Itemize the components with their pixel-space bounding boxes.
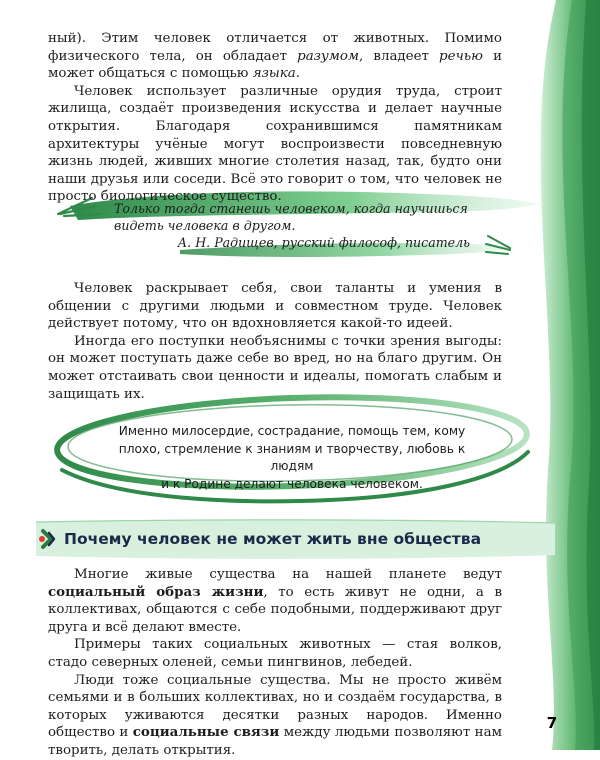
paragraph-tools: Человек использует различные орудия труда, строит жилища, создаёт произведения искусства и делает научные открытия. Благодаря сохранившимся памятникам архитектуры учёные могут воспроизвести повседневную жизнь людей, живших многие столетия назад, так, будто они наши друзья или соседи. Всё это говорит о том, что человек не просто биологическое существо. (48, 83, 502, 205)
oval-line-2: плохо, стремление к знаниям и творчеству, любовь к людям (118, 441, 466, 473)
oval-line-3: и к Родине делают человека человеком. (161, 476, 423, 491)
right-edge-wave (541, 0, 600, 750)
paragraph-people: Люди тоже социальные существа. Мы не просто живём семьями и в больших коллективах, но и создаём государства, в которых уживаются десятки разных народов. Именно общество и социальные связи между людьми позволяют нам творить, делать открытия. (48, 672, 502, 758)
paragraph-group-bottom (48, 566, 502, 760)
paragraph-actions: Иногда его поступки необъяснимы с точки зрения выгоды: он может поступать даже себе во вред, но на благо другим. Он может отстаивать свои ценности и идеалы, помогать слабым и защищать их. (48, 333, 502, 402)
section-arrows-icon (38, 528, 58, 550)
quote-block (114, 200, 484, 251)
paragraph-group-mid (48, 280, 502, 403)
section-title: Почему человек не может жить вне общества (64, 530, 482, 548)
oval-callout-text (96, 423, 488, 493)
quote-text: Только тогда станешь человеком, когда научишься видеть человека в другом. (114, 201, 468, 233)
page-number: 7 (546, 714, 558, 732)
paragraph-talents: Человек раскрывает себя, свои таланты и умения в общении с другими людьми и совместном труде. Человек действует потому, что он вдохновляется какой-то идеей. (48, 281, 502, 332)
quote-author: А. Н. Радищев, русский философ, писатель (177, 235, 470, 250)
oval-line-1: Именно милосердие, сострадание, помощь тем, кому (118, 424, 466, 438)
paragraph-intro: ный). Этим человек отличается от животных. Помимо физического тела, он обладает разумом, владеет речью и может общаться с помощью языка. Человек использует различные орудия труда, строит жилища, создаёт произведения искусства и делает научные открытия. Благодаря сохранившимся памятникам архитектуры учёные могут воспроизвести повседневную жизнь людей, живших многие столетия назад, так, будто они наши друзья или соседи. Всё это говорит о том, что человек не просто биологическое существо. (48, 31, 502, 205)
paragraph-examples: Примеры таких социальных животных — стая волков, стадо северных оленей, семьи пингвинов, лебедей. (48, 637, 502, 670)
paragraph-social-life: Многие живые существа на нашей планете ведут социальный образ жизни, то есть живут не одни, а в коллективах, общаются с себе подобными, поддерживают друг друга и всё делают вместе. (48, 567, 503, 635)
